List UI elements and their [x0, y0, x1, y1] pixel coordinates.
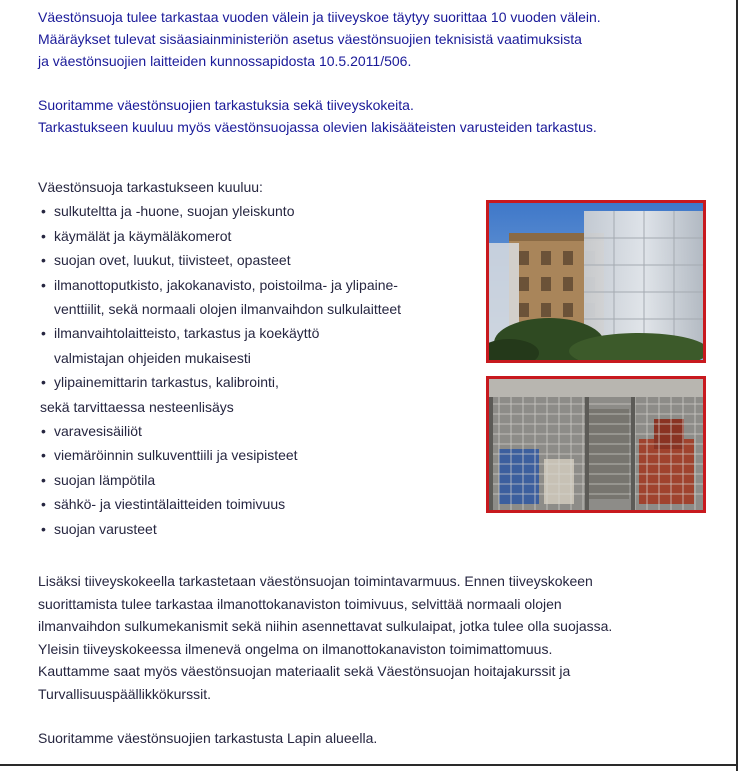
intro-line: Määräykset tulevat sisäasiainministeriön asetus väestönsuojien teknisistä vaatimuksista: [38, 31, 582, 47]
closing-line: Lisäksi tiiveyskokeella tarkastetaan väestönsuojan toimintavarmuus. Ennen tiiveyskokeen: [38, 573, 593, 589]
list-item: [38, 321, 478, 370]
list-item: [38, 492, 478, 516]
list-item: [38, 273, 478, 322]
building-scaffolding-image: [489, 203, 703, 360]
list-item-text: • ylipainemittarin tarkastus, kalibrointi,: [54, 374, 279, 391]
list-item-text-continued: venttiilit, sekä normaali olojen ilmanvaihdon sulkulaitteet: [54, 301, 402, 318]
storage-cages-photo: [486, 376, 706, 513]
list-item-text: sähkö- ja viestintälaitteiden toimivuus: [54, 496, 286, 513]
checklist-list: [38, 199, 478, 541]
checklist-heading: Väestönsuoja tarkastukseen kuuluu:: [38, 179, 263, 195]
intro-section: [38, 6, 728, 138]
closing-section: [38, 570, 728, 750]
intro-line: Tarkastukseen kuuluu myös väestönsuojassa olevien lakisääteisten varusteiden tarkastus.: [38, 119, 597, 135]
paragraph-gap: [38, 72, 728, 94]
list-item-text: varavesisäiliöt: [54, 423, 142, 440]
intro-line: Väestönsuoja tulee tarkastaa vuoden välein ja tiiveyskoe täytyy suorittaa 10 vuoden välein.: [38, 9, 601, 25]
list-item: [38, 370, 478, 419]
closing-line: Kauttamme saat myös väestönsuojan materiaalit sekä Väestönsuojan hoitajakurssit ja: [38, 663, 571, 679]
page-border-right: [736, 0, 738, 771]
list-item-text: • ilmanvaihtolaitteisto, tarkastus ja koekäyttö: [54, 325, 320, 342]
closing-line: Turvallisuuspäällikkökurssit.: [38, 685, 211, 702]
list-item-text-continued: valmistajan ohjeiden mukaisesti: [54, 349, 251, 366]
paragraph-gap: [38, 705, 728, 727]
intro-line: Suoritamme väestönsuojien tarkastuksia sekä tiiveyskokeita.: [38, 97, 414, 113]
storage-cages-image: [489, 379, 703, 510]
list-item-text: • ilmanottoputkisto, jakokanavisto, poistoilma- ja ylipaine-: [54, 276, 398, 293]
list-item: [38, 224, 478, 248]
inspection-checklist: [38, 175, 478, 541]
closing-line: Yleisin tiiveyskokeessa ilmenevä ongelma on ilmanottokanaviston toimimattomuus.: [38, 640, 553, 657]
list-item-text-continued: sekä tarvittaessa nesteenlisäys: [40, 398, 234, 415]
building-photo: [486, 200, 706, 363]
list-item: [38, 517, 478, 541]
closing-line: Suoritamme väestönsuojien tarkastusta Lapin alueella.: [38, 730, 378, 746]
list-item: [38, 419, 478, 443]
list-item-text: suojan ovet, luukut, tiivisteet, opasteet: [54, 252, 291, 269]
list-item-text: sulkuteltta ja -huone, suojan yleiskunto: [54, 203, 295, 220]
list-item-text: viemäröinnin sulkuventtiili ja vesipisteet: [54, 447, 298, 464]
list-item-text: suojan lämpötila: [54, 471, 156, 488]
list-item: [38, 468, 478, 492]
page-border-bottom: [0, 764, 738, 766]
list-item-text: suojan varusteet: [54, 520, 157, 537]
intro-line: ja väestönsuojien laitteiden kunnossapidosta 10.5.2011/506.: [38, 53, 412, 69]
list-item: [38, 443, 478, 467]
closing-line: ilmanvaihdon sulkumekanismit sekä niihin asennettavat sulkulaipat, jotka tulee olla suojassa.: [38, 618, 613, 634]
closing-line: suorittamista tulee tarkastaa ilmanottokanaviston toimivuus, selvittää normaali olojen: [38, 595, 562, 612]
list-item: [38, 248, 478, 272]
list-item: [38, 199, 478, 223]
list-item-text: käymälät ja käymäläkomerot: [54, 227, 232, 244]
